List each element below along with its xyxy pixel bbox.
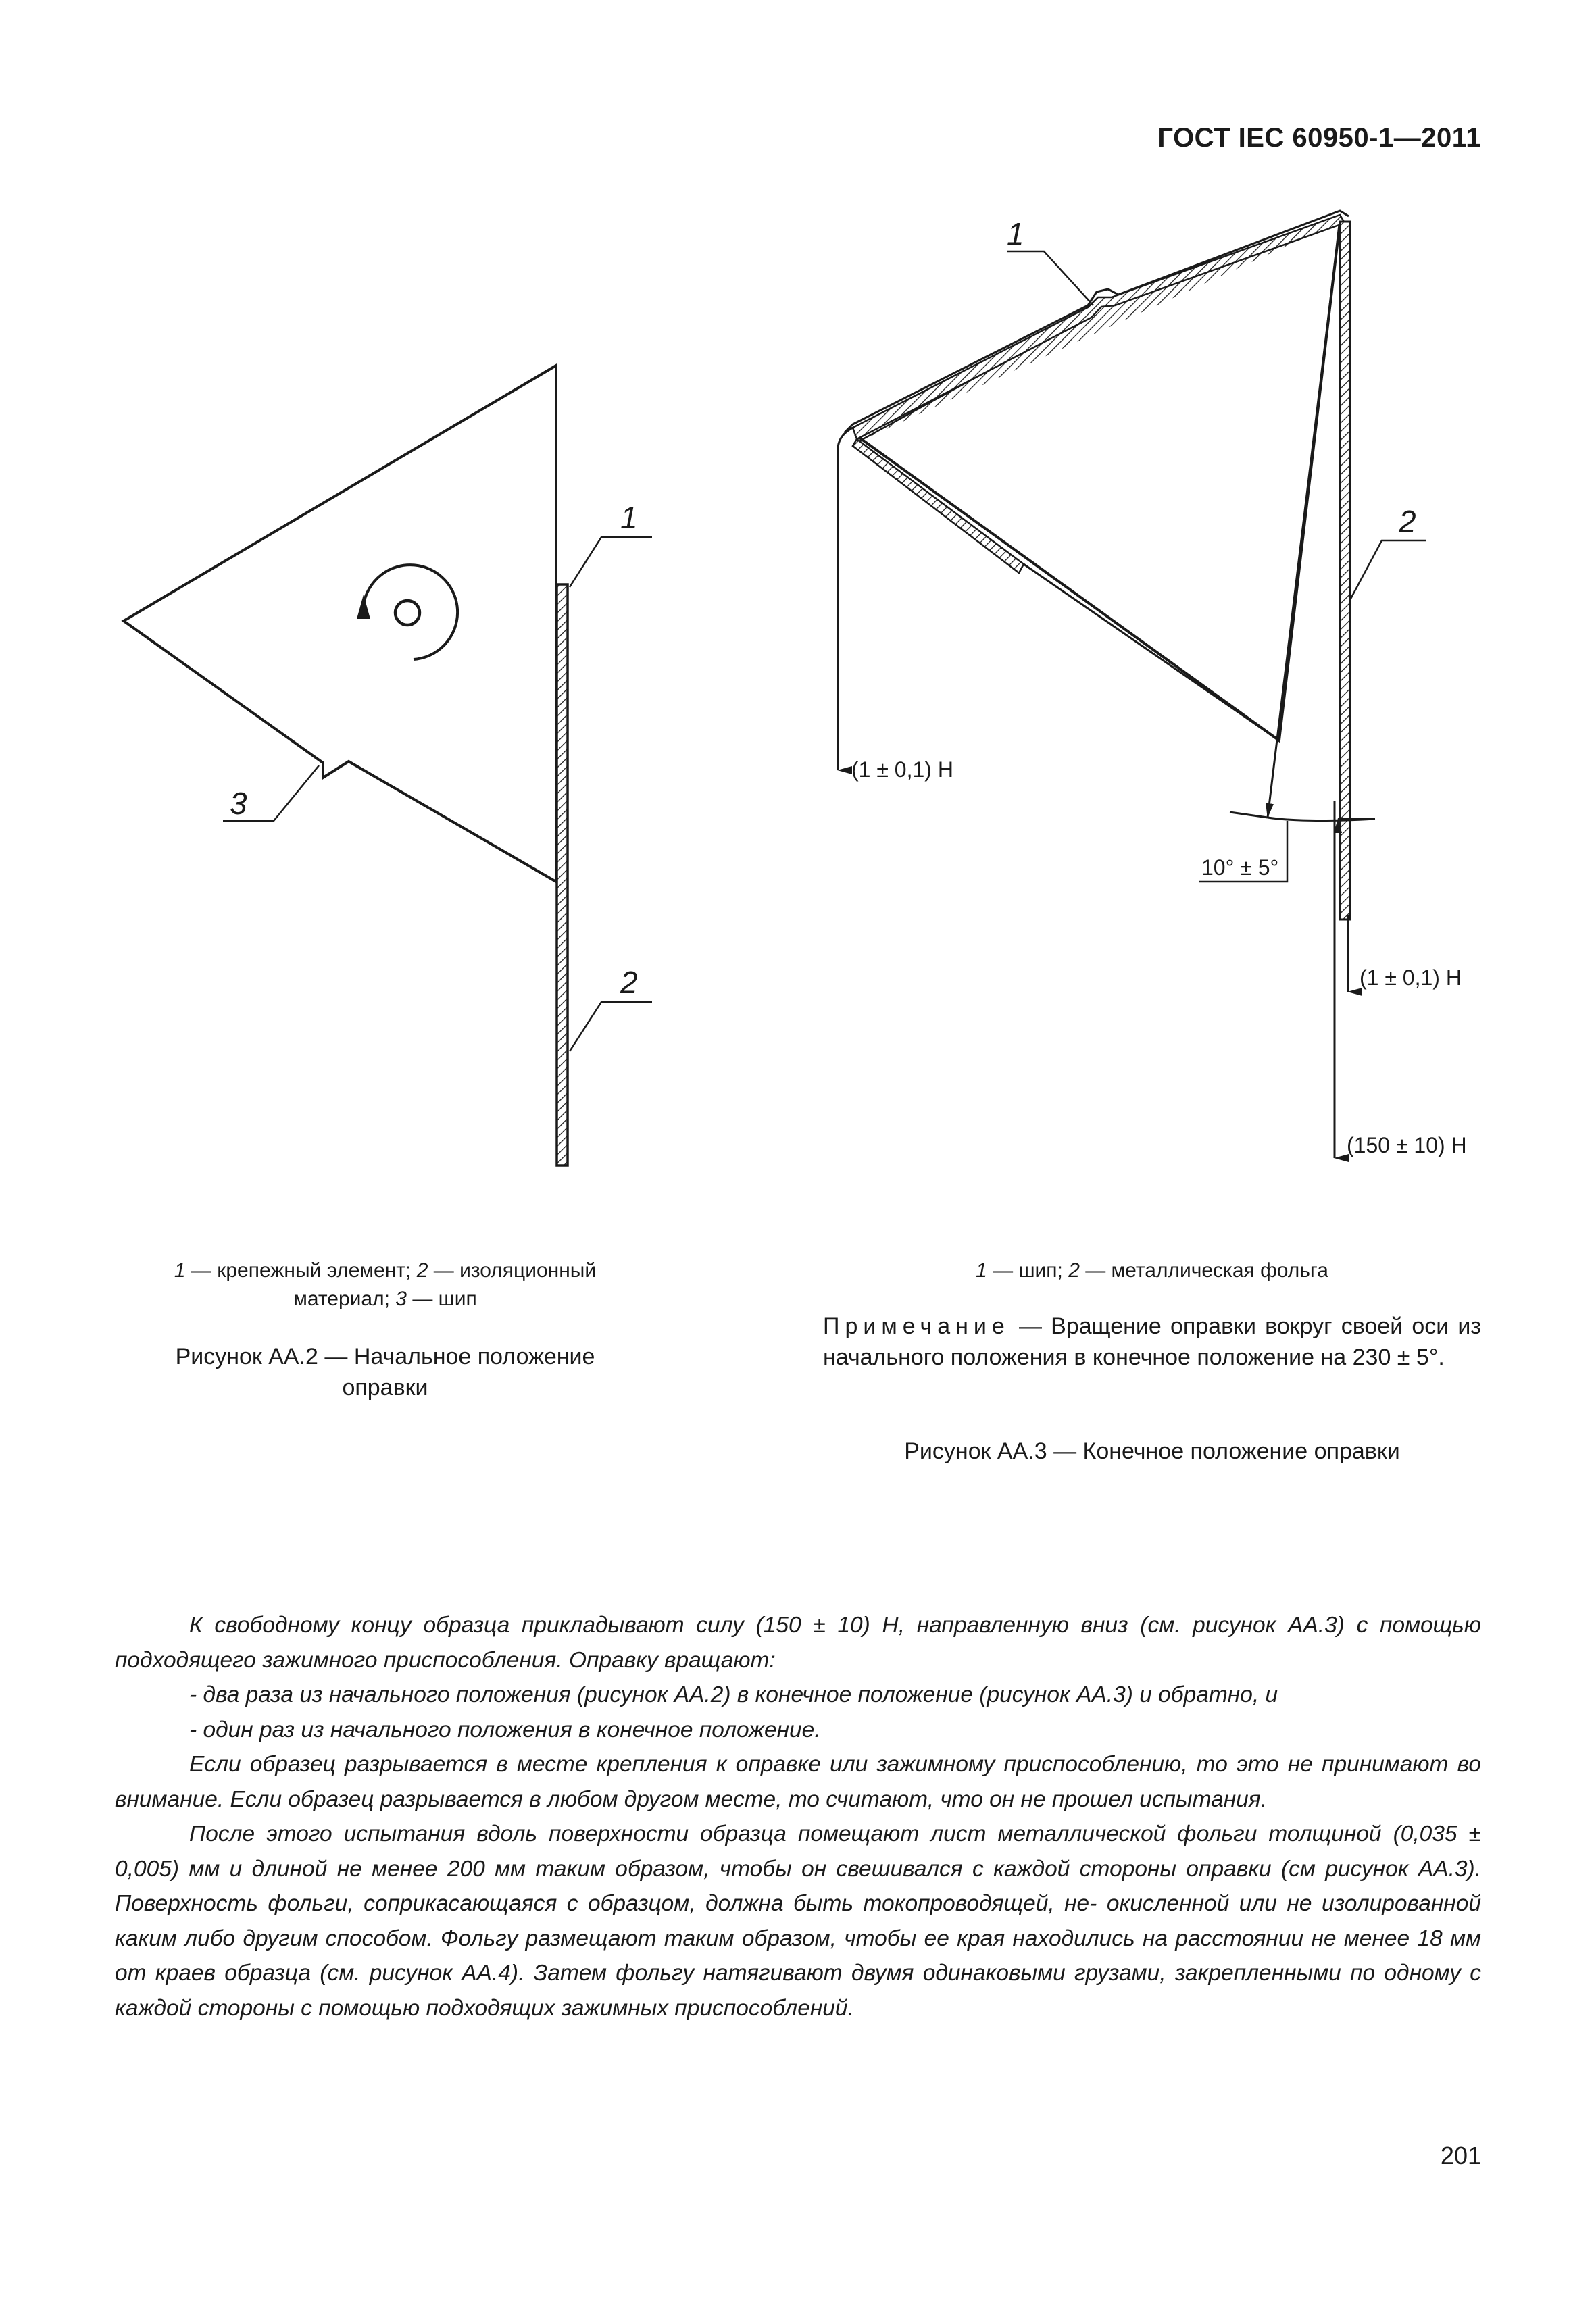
figure-aa2-legend: 1 — крепежный элемент; 2 — изоляционный материал; 3 — шип — [174, 1259, 597, 1310]
force-label-left: (1 ± 0,1) Н — [851, 757, 953, 782]
callout-label-1: 1 — [620, 500, 638, 535]
foil-left-hang — [838, 428, 853, 770]
callout-label-2-right: 2 — [1399, 504, 1416, 539]
force-label-small: (1 ± 0,1) Н — [1360, 965, 1462, 990]
strip-lower-hatched — [853, 439, 1024, 573]
figure-aa3 — [838, 211, 1426, 1158]
callout-label-3: 3 — [230, 786, 247, 821]
paragraph: Если образец разрывается в месте крепления к оправке или зажимному приспособлению, то это не принимают во внимание. Если образец разрывается в любом другом месте, то считают, что он не прошел испытания. — [115, 1752, 1481, 1812]
figure-aa2-title: Рисунок АА.2 — Начальное положение оправки — [175, 1344, 595, 1401]
figure-aa3-note — [823, 1311, 1481, 1373]
note-label: Примечание — [823, 1313, 1010, 1339]
callout-leader-1 — [570, 537, 652, 587]
list-item: - один раз из начального положения в конечное положение. — [189, 1717, 821, 1742]
strip-right-hatched — [1340, 222, 1350, 920]
callout-leader-2-right — [1350, 540, 1426, 600]
document-header: ГОСТ IEC 60950-1—2011 — [1157, 123, 1481, 153]
body-text — [115, 1608, 1481, 2026]
note-text: — Вращение оправки вокруг своей оси из начального положения в конечное положение на 230 ± 5°. — [823, 1313, 1481, 1370]
callout-label-2: 2 — [620, 965, 638, 1000]
mandrel-lower-edge — [1024, 564, 1279, 740]
legend-num: 1 — [174, 1259, 186, 1282]
mandrel-triangle — [124, 366, 556, 882]
callout-leader-1-right — [1007, 251, 1093, 305]
callout-leader-2 — [570, 1002, 652, 1051]
figure-aa3-legend: 1 — шип; 2 — металлическая фольга — [976, 1259, 1328, 1282]
paragraph: К свободному концу образца прикладывают силу (150 ± 10) Н, направленную вниз (см. рисунок АА.3) с помощью подходящего зажимного приспособления. Оправку вращают: — [115, 1613, 1481, 1673]
force-label-big: (150 ± 10) Н — [1347, 1133, 1467, 1157]
list-item: - два раза из начального положения (рисунок АА.2) в конечное положение (рисунок АА.3) и обратно, и — [189, 1682, 1278, 1707]
angle-arrow-left — [1230, 812, 1268, 818]
paragraph: После этого испытания вдоль поверхности образца помещают лист металлической фольги толщиной (0,035 ± 0,005) мм и длиной не менее 200 мм таким образом, чтобы он свешивался с каждой стороны оправки (см рисунок АА.3). Поверхность фольги, соприкасающаяся с образцом, должна быть токопроводящей, не- окисленной или не изолированной каким либо другим способом. Фольгу размещают таким образом, чтобы ее края находились на расстоянии не менее 18 мм от краев образца (см. рисунок АА.4). Затем фольгу натягивают двумя одинаковыми грузами, закрепленными по одному с каждой стороны с помощью подходящих зажимных приспособлений. — [115, 1821, 1481, 2021]
figure-aa2 — [124, 366, 652, 1165]
angle-label: 10° ± 5° — [1201, 855, 1279, 880]
angle-ray — [1268, 222, 1340, 818]
insulation-strip — [557, 584, 568, 1165]
page-number: 201 — [1440, 2142, 1481, 2169]
mandrel-center — [395, 601, 420, 625]
figure-aa3-title: Рисунок АА.3 — Конечное положение оправки — [904, 1438, 1400, 1464]
callout-label-1-right: 1 — [1007, 216, 1024, 251]
rotation-arrow-icon — [364, 565, 457, 659]
